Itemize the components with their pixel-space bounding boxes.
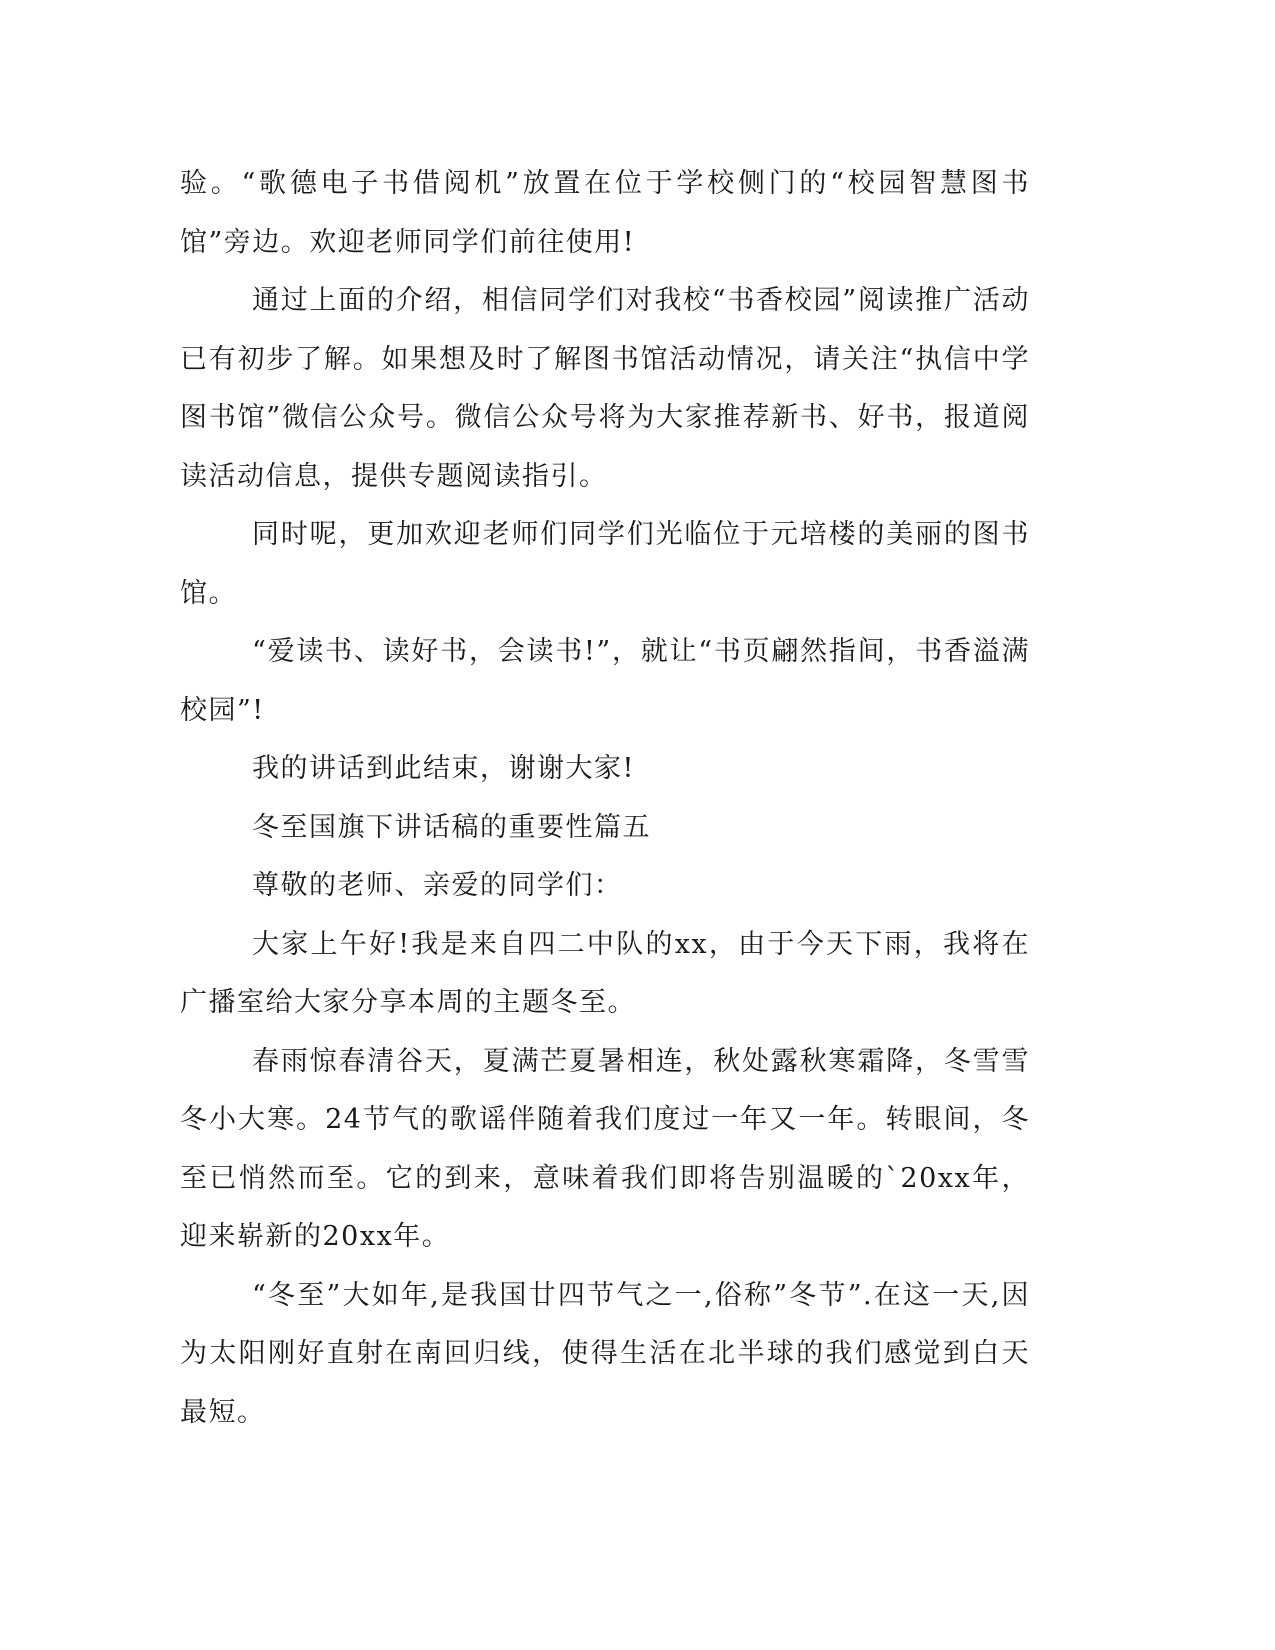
- document-body: [180, 155, 1030, 1442]
- paragraph: 验。“歌德电子书借阅机”放置在位于学校侧门的“校园智慧图书馆”旁边。欢迎老师同学们前往使用!: [180, 168, 1030, 258]
- paragraph: 春雨惊春清谷天，夏满芒夏暑相连，秋处露秋寒霜降，冬雪雪冬小大寒。24节气的歌谣伴随着我们度过一年又一年。转眼间，冬至已悄然而至。它的到来，意味着我们即将告别温暖的`20xx年，迎来崭新的20xx年。: [180, 1045, 1030, 1252]
- paragraph: 同时呢，更加欢迎老师们同学们光临位于元培楼的美丽的图书馆。: [180, 519, 1030, 609]
- section-heading: 冬至国旗下讲话稿的重要性篇五: [252, 811, 651, 843]
- paragraph: “冬至”大如年,是我国廿四节气之一,俗称”冬节”.在这一天,因为太阳刚好直射在南回归线，使得生活在北半球的我们感觉到白天最短。: [180, 1279, 1030, 1428]
- salutation: 尊敬的老师、亲爱的同学们：: [252, 870, 623, 901]
- paragraph: 我的讲话到此结束，谢谢大家!: [252, 753, 635, 784]
- paragraph: 通过上面的介绍，相信同学们对我校“书香校园”阅读推广活动已有初步了解。如果想及时了解图书馆活动情况，请关注“执信中学图书馆”微信公众号。微信公众号将为大家推荐新书、好书，报道阅读活动信息，提供专题阅读指引。: [180, 285, 1030, 492]
- paragraph: 大家上午好!我是来自四二中队的xx，由于今天下雨，我将在广播室给大家分享本周的主题冬至。: [180, 928, 1030, 1018]
- paragraph: “爱读书、读好书，会读书!”，就让“书页翩然指间，书香溢满校园”!: [180, 636, 1030, 726]
